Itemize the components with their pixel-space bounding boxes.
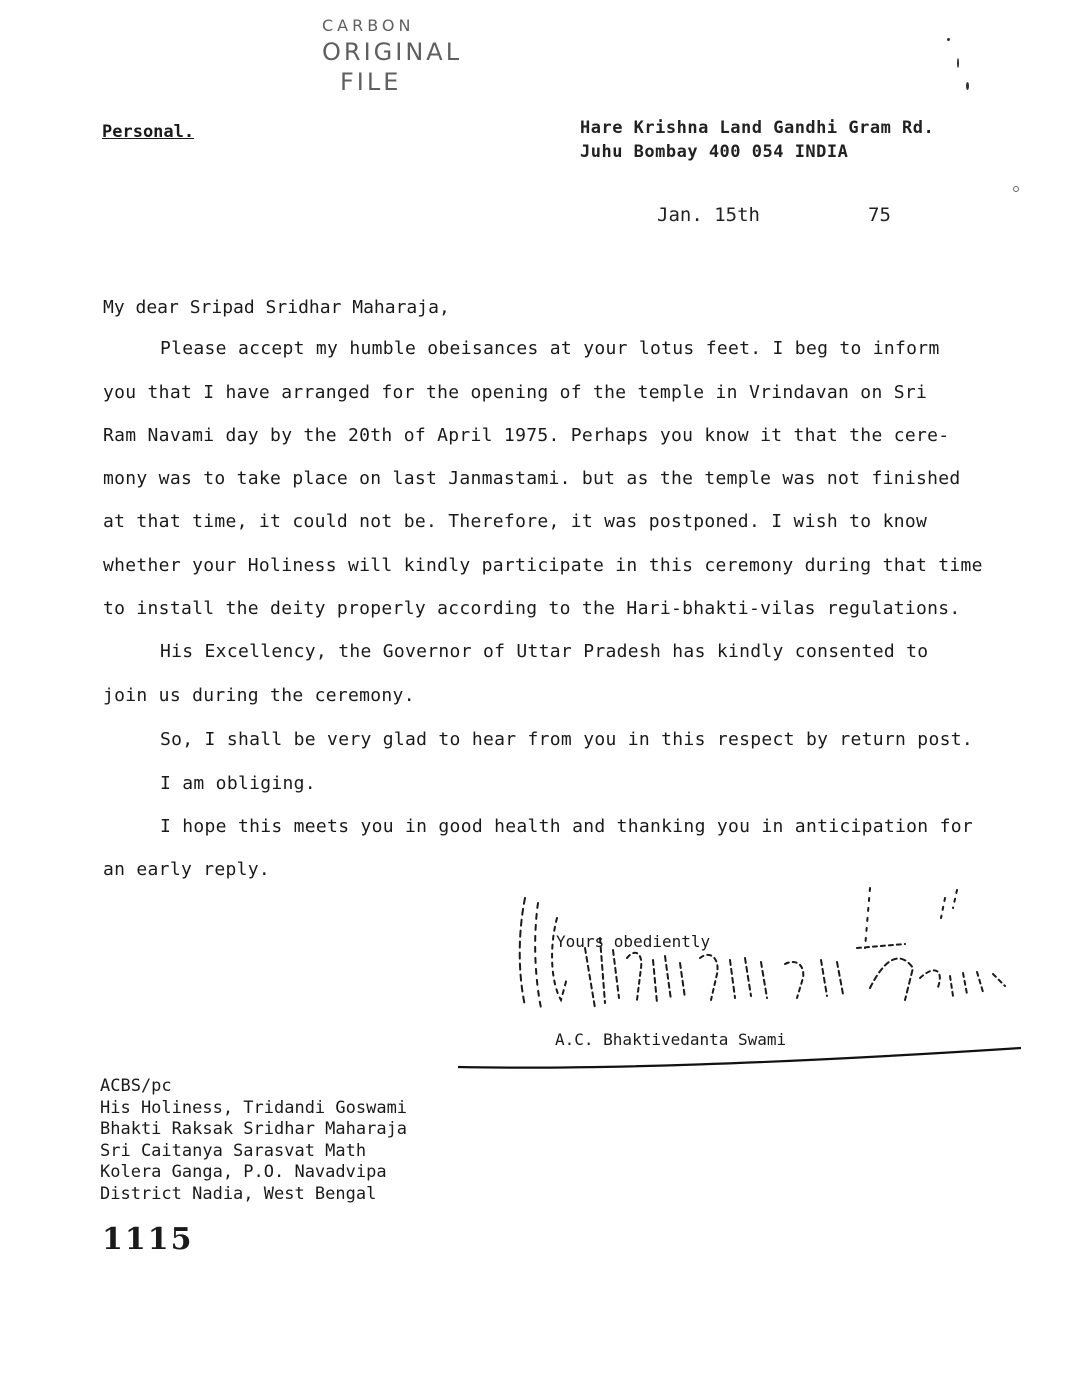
body-line: I am obliging. — [160, 773, 316, 794]
addressee-line: His Holiness, Tridandi Goswami — [100, 1097, 408, 1118]
reference-initials: ACBS/pc — [100, 1076, 172, 1096]
file-number: 1115 — [102, 1222, 194, 1257]
handwritten-signature — [505, 878, 1030, 1018]
sender-address-line2: Juhu Bombay 400 054 INDIA — [580, 142, 849, 162]
margin-mark — [957, 58, 959, 68]
letter-year: 75 — [868, 204, 891, 226]
margin-mark — [1013, 186, 1019, 192]
addressee-block — [100, 1076, 407, 1205]
letter-date: Jan. 15th — [657, 204, 760, 226]
body-line: Ram Navami day by the 20th of April 1975. Perhaps you know it that the cere- — [103, 425, 950, 446]
body-line: whether your Holiness will kindly participate in this ceremony during that time — [103, 555, 983, 576]
stamp-line-file: FILE — [340, 68, 402, 96]
personal-label: Personal. — [102, 122, 195, 142]
body-line: His Excellency, the Governor of Uttar Pradesh has kindly consented to — [160, 641, 929, 662]
stamp-line-original: ORIGINAL — [322, 38, 463, 66]
salutation: My dear Sripad Sridhar Maharaja, — [103, 297, 450, 318]
signature-underline — [455, 1040, 1025, 1072]
body-line: join us during the ceremony. — [103, 685, 415, 706]
addressee-line: Kolera Ganga, P.O. Navadvipa — [100, 1162, 387, 1182]
addressee-line: District Nadia, West Bengal — [100, 1183, 377, 1204]
margin-mark — [966, 82, 969, 90]
addressee-line: Bhakti Raksak Sridhar Maharaja — [100, 1119, 408, 1139]
body-line: an early reply. — [103, 859, 271, 880]
sender-address-line1: Hare Krishna Land Gandhi Gram Rd. — [580, 118, 935, 138]
body-line: Please accept my humble obeisances at your lotus feet. I beg to inform — [160, 338, 940, 359]
body-line: I hope this meets you in good health and thanking you in anticipation for — [160, 816, 973, 837]
body-line: you that I have arranged for the opening of the temple in Vrindavan on Sri — [103, 382, 928, 403]
margin-mark — [947, 38, 950, 41]
body-line: to install the deity properly according to the Hari-bhakti-vilas regulations. — [103, 598, 961, 619]
body-line: at that time, it could not be. Therefore, it was postponed. I wish to know — [103, 511, 928, 532]
valediction: Yours obediently — [556, 932, 711, 951]
carbon-stamp — [322, 18, 462, 94]
stamp-line-carbon: CARBON — [322, 16, 415, 35]
body-line: mony was to take place on last Janmastami. but as the temple was not finished — [103, 468, 961, 489]
addressee-line: Sri Caitanya Sarasvat Math — [100, 1140, 367, 1161]
signatory-name: A.C. Bhaktivedanta Swami — [555, 1030, 787, 1049]
body-line: So, I shall be very glad to hear from you in this respect by return post. — [160, 729, 973, 750]
